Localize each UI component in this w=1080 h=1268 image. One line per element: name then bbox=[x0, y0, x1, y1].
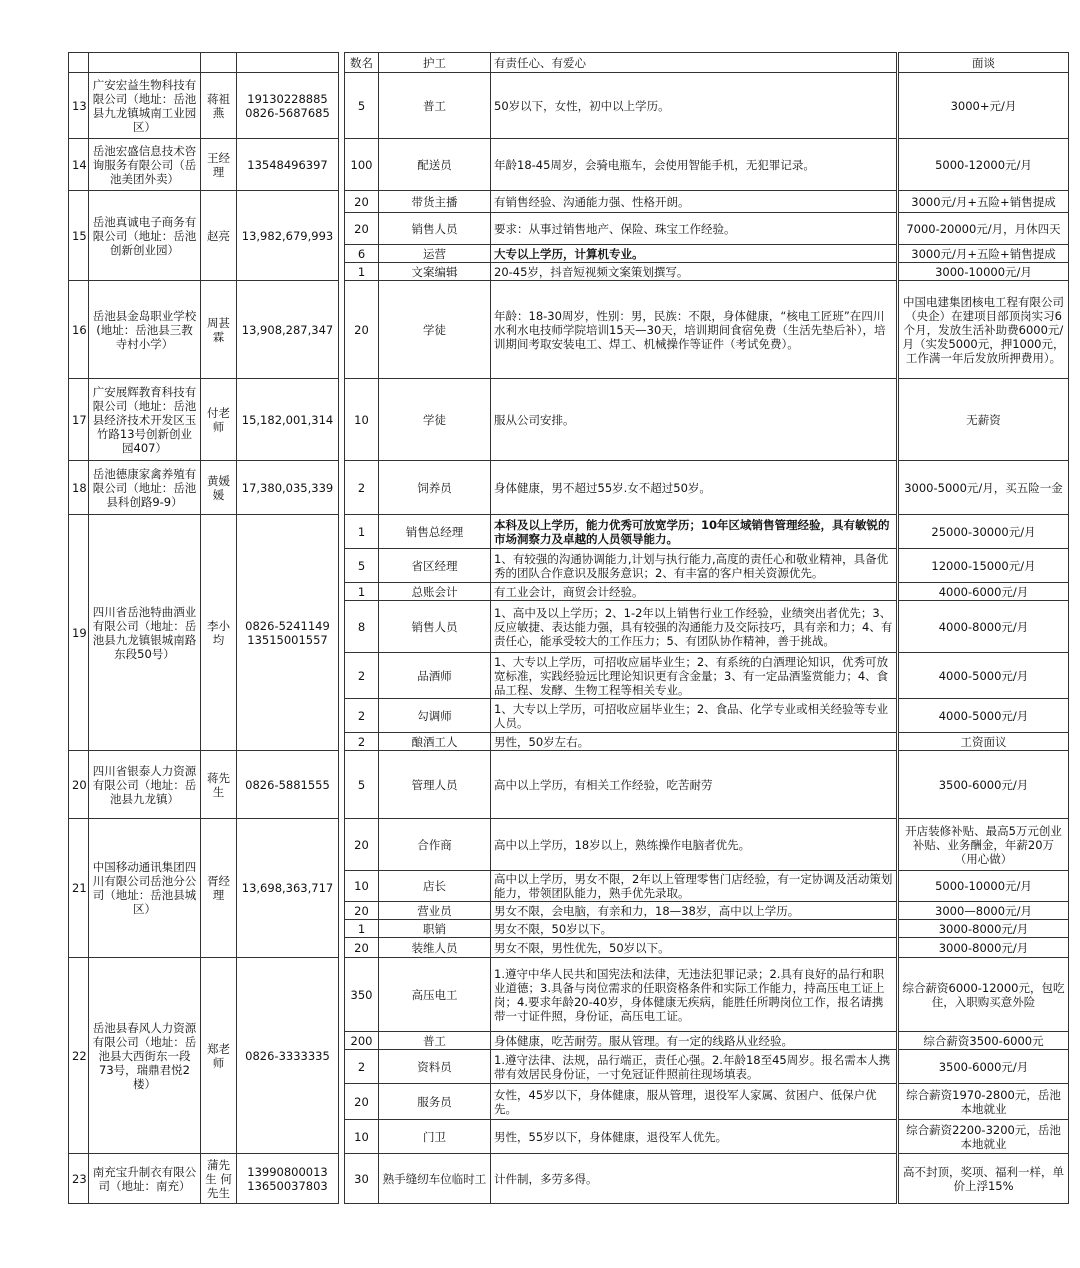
headcount: 350 bbox=[345, 958, 379, 1032]
job-salary: 4000-6000元/月 bbox=[899, 583, 1069, 601]
blank-cell bbox=[201, 53, 237, 73]
job-salary: 4000-5000元/月 bbox=[899, 653, 1069, 699]
job-position: 饲养员 bbox=[379, 461, 491, 515]
job-salary: 5000-10000元/月 bbox=[899, 871, 1069, 902]
job-salary: 5000-12000元/月 bbox=[899, 139, 1069, 191]
headcount: 2 bbox=[345, 733, 379, 751]
contact-phone: 13990800013 13650037803 bbox=[237, 1154, 339, 1204]
contact-phone: 15,182,001,314 bbox=[237, 379, 339, 461]
job-requirement: 本科及以上学历，能力优秀可放宽学历；10年区域销售管理经验，具有敏锐的市场洞察力及卓越的人员领导能力。 bbox=[491, 515, 897, 549]
contact-person: 蒋祖燕 bbox=[201, 73, 237, 139]
job-requirement: 年龄：18-30周岁，性别：男，民族：不限，身体健康，“核电工匠班”在四川水利水电技师学院培训15天—30天，培训期间食宿免费（生活先垫后补），培训期间考取安装电工、焊工、机械操作等证件（考试免费）。 bbox=[491, 281, 897, 379]
job-requirement: 有销售经验、沟通能力强、性格开朗。 bbox=[491, 191, 897, 213]
job-salary: 3000-5000元/月，买五险一金 bbox=[899, 461, 1069, 515]
blank-cell bbox=[237, 53, 339, 73]
job-requirement: 男性，55岁以下，身体健康，退役军人优先。 bbox=[491, 1120, 897, 1154]
job-position: 酿酒工人 bbox=[379, 733, 491, 751]
job-requirement: 1、大专以上学历，可招收应届毕业生；2、有系统的白酒理论知识，优秀可放宽标准，实践经验远比理论知识更有含金量；3、有一定品酒鉴赏能力；4、食品工程、发酵、生物工程等相关专业。 bbox=[491, 653, 897, 699]
job-position: 配送员 bbox=[379, 139, 491, 191]
job-position: 普工 bbox=[379, 73, 491, 139]
job-salary: 3000-8000元/月 bbox=[899, 920, 1069, 938]
company-name: 四川省银泰人力资源有限公司（地址：岳池县九龙镇） bbox=[89, 751, 201, 819]
company-name: 岳池德康家禽养殖有限公司（地址：岳池县科创路9-9） bbox=[89, 461, 201, 515]
contact-person: 付老师 bbox=[201, 379, 237, 461]
headcount: 1 bbox=[345, 583, 379, 601]
row-number: 15 bbox=[69, 191, 89, 281]
job-position: 高压电工 bbox=[379, 958, 491, 1032]
contact-person: 黄媛媛 bbox=[201, 461, 237, 515]
job-position: 管理人员 bbox=[379, 751, 491, 819]
job-salary: 3000+元/月 bbox=[899, 73, 1069, 139]
job-position: 销售总经理 bbox=[379, 515, 491, 549]
job-position: 勾调师 bbox=[379, 699, 491, 733]
job-requirement: 男女不限，会电脑，有亲和力，18—38岁，高中以上学历。 bbox=[491, 902, 897, 920]
row-number: 20 bbox=[69, 751, 89, 819]
headcount: 2 bbox=[345, 1050, 379, 1084]
company-name: 岳池县金岛职业学校(地址：岳池县三教寺村小学） bbox=[89, 281, 201, 379]
job-requirement: 计件制，多劳多得。 bbox=[491, 1154, 897, 1204]
blank-cell bbox=[69, 53, 89, 73]
headcount: 100 bbox=[345, 139, 379, 191]
job-position: 职销 bbox=[379, 920, 491, 938]
contact-phone: 0826-5881555 bbox=[237, 751, 339, 819]
headcount: 20 bbox=[345, 191, 379, 213]
table-row bbox=[69, 461, 1069, 515]
job-position: 熟手缝纫车位临时工 bbox=[379, 1154, 491, 1204]
row-number: 17 bbox=[69, 379, 89, 461]
job-position: 运营 bbox=[379, 245, 491, 263]
job-salary: 综合薪资1970-2800元，岳池本地就业 bbox=[899, 1084, 1069, 1120]
job-salary: 3000元/月+五险+销售提成 bbox=[899, 191, 1069, 213]
header-row bbox=[69, 53, 1069, 73]
job-salary: 3500-6000元/月 bbox=[899, 751, 1069, 819]
headcount: 20 bbox=[345, 938, 379, 958]
contact-person: 王经理 bbox=[201, 139, 237, 191]
job-requirement: 大专以上学历，计算机专业。 bbox=[491, 245, 897, 263]
job-position: 门卫 bbox=[379, 1120, 491, 1154]
headcount: 10 bbox=[345, 871, 379, 902]
job-position: 学徒 bbox=[379, 379, 491, 461]
job-requirement: 20-45岁，抖音短视频文案策划撰写。 bbox=[491, 263, 897, 281]
headcount: 20 bbox=[345, 902, 379, 920]
job-requirement: 有工业会计，商贸会计经验。 bbox=[491, 583, 897, 601]
contact-phone: 19130228885 0826-5687685 bbox=[237, 73, 339, 139]
headcount: 5 bbox=[345, 549, 379, 583]
headcount: 2 bbox=[345, 699, 379, 733]
headcount: 10 bbox=[345, 1120, 379, 1154]
table-row bbox=[69, 751, 1069, 819]
table-row bbox=[69, 515, 1069, 549]
job-requirement: 高中以上学历，18岁以上，熟练操作电脑者优先。 bbox=[491, 819, 897, 871]
company-name: 南充宝升制衣有限公司（地址：南充） bbox=[89, 1154, 201, 1204]
headcount: 2 bbox=[345, 653, 379, 699]
position-cell: 护工 bbox=[379, 53, 491, 73]
job-salary: 3000—8000元/月 bbox=[899, 902, 1069, 920]
table-row bbox=[69, 958, 1069, 1032]
job-salary: 开店装修补贴、最高5万元创业补贴、业务酬金，年薪20万（用心做） bbox=[899, 819, 1069, 871]
job-salary: 3000-10000元/月 bbox=[899, 263, 1069, 281]
recruitment-table bbox=[68, 52, 1069, 1204]
row-number: 14 bbox=[69, 139, 89, 191]
contact-person: 李小均 bbox=[201, 515, 237, 751]
headcount: 5 bbox=[345, 751, 379, 819]
job-position: 资料员 bbox=[379, 1050, 491, 1084]
contact-person: 蒋先生 bbox=[201, 751, 237, 819]
job-requirement: 身体健康，吃苦耐劳。服从管理。有一定的线路从业经验。 bbox=[491, 1032, 897, 1050]
job-salary: 3500-6000元/月 bbox=[899, 1050, 1069, 1084]
headcount: 6 bbox=[345, 245, 379, 263]
job-salary: 25000-30000元/月 bbox=[899, 515, 1069, 549]
contact-person: 赵亮 bbox=[201, 191, 237, 281]
job-position: 合作商 bbox=[379, 819, 491, 871]
job-requirement: 1、大专以上学历，可招收应届毕业生；2、食品、化学专业或相关经验等专业人员。 bbox=[491, 699, 897, 733]
job-salary: 无薪资 bbox=[899, 379, 1069, 461]
contact-phone: 13,698,363,717 bbox=[237, 819, 339, 958]
headcount: 20 bbox=[345, 819, 379, 871]
job-requirement: 1、有较强的沟通协调能力,计划与执行能力,高度的责任心和敬业精神，具备优秀的团队合作意识及服务意识；2、有丰富的客户相关资源优先。 bbox=[491, 549, 897, 583]
job-salary: 工资面议 bbox=[899, 733, 1069, 751]
job-position: 服务员 bbox=[379, 1084, 491, 1120]
job-requirement: 50岁以下，女性，初中以上学历。 bbox=[491, 73, 897, 139]
job-salary: 综合薪资6000-12000元，包吃住，入职购买意外险 bbox=[899, 958, 1069, 1032]
headcount: 1 bbox=[345, 263, 379, 281]
job-position: 销售人员 bbox=[379, 601, 491, 653]
table-row bbox=[69, 281, 1069, 379]
job-requirement: 1.遵守中华人民共和国宪法和法律，无违法犯罪记录；2.具有良好的品行和职业道德；3.具备与岗位需求的任职资格条件和实际工作能力，持高压电工证上岗；4.要求年龄20-40岁，身体健康无疾病，能胜任所聘岗位工作，报名请携带一寸证件照，身份证，高压电工证。 bbox=[491, 958, 897, 1032]
headcount: 200 bbox=[345, 1032, 379, 1050]
row-number: 16 bbox=[69, 281, 89, 379]
job-position: 文案编辑 bbox=[379, 263, 491, 281]
job-position: 店长 bbox=[379, 871, 491, 902]
contact-phone: 17,380,035,339 bbox=[237, 461, 339, 515]
job-salary: 综合薪资2200-3200元，岳池本地就业 bbox=[899, 1120, 1069, 1154]
job-requirement: 身体健康，男不超过55岁.女不超过50岁。 bbox=[491, 461, 897, 515]
table-row bbox=[69, 139, 1069, 191]
company-name: 中国移动通讯集团四川有限公司岳池分公司（地址：岳池县城区） bbox=[89, 819, 201, 958]
headcount: 20 bbox=[345, 213, 379, 245]
job-position: 带货主播 bbox=[379, 191, 491, 213]
table-row bbox=[69, 819, 1069, 871]
job-position: 销售人员 bbox=[379, 213, 491, 245]
job-salary: 4000-5000元/月 bbox=[899, 699, 1069, 733]
job-salary: 3000元/月+五险+销售提成 bbox=[899, 245, 1069, 263]
contact-person: 周甚霖 bbox=[201, 281, 237, 379]
job-salary: 3000-8000元/月 bbox=[899, 938, 1069, 958]
job-position: 装维人员 bbox=[379, 938, 491, 958]
contact-person: 蒲先生 何先生 bbox=[201, 1154, 237, 1204]
contact-person: 郑老师 bbox=[201, 958, 237, 1154]
contact-phone: 13,908,287,347 bbox=[237, 281, 339, 379]
row-number: 13 bbox=[69, 73, 89, 139]
job-salary: 高不封顶，奖项、福利一样，单价上浮15% bbox=[899, 1154, 1069, 1204]
job-requirement: 1.遵守法律、法规，品行端正，责任心强。2.年龄18至45周岁。报名需本人携带有效居民身份证，一寸免冠证件照前往现场填表。 bbox=[491, 1050, 897, 1084]
contact-phone: 13548496397 bbox=[237, 139, 339, 191]
headcount: 10 bbox=[345, 379, 379, 461]
job-position: 普工 bbox=[379, 1032, 491, 1050]
contact-phone: 0826-3333335 bbox=[237, 958, 339, 1154]
row-number: 19 bbox=[69, 515, 89, 751]
headcount: 2 bbox=[345, 461, 379, 515]
headcount: 1 bbox=[345, 920, 379, 938]
requirement-cell: 有责任心、有爱心 bbox=[491, 53, 897, 73]
row-number: 22 bbox=[69, 958, 89, 1154]
company-name: 广安宏益生物科技有限公司（地址：岳池县九龙镇城南工业园区） bbox=[89, 73, 201, 139]
company-name: 岳池县春风人力资源有限公司（地址：岳池县大西街东一段73号，瑞鼎君悦2楼） bbox=[89, 958, 201, 1154]
contact-person: 胥经理 bbox=[201, 819, 237, 958]
contact-phone: 0826-5241149 13515001557 bbox=[237, 515, 339, 751]
table-row bbox=[69, 379, 1069, 461]
company-name: 广安展辉教育科技有限公司（地址：岳池县经济技术开发区玉竹路13号创新创业园407） bbox=[89, 379, 201, 461]
table-row bbox=[69, 1154, 1069, 1204]
job-salary: 综合薪资3500-6000元 bbox=[899, 1032, 1069, 1050]
job-requirement: 高中以上学历，有相关工作经验，吃苦耐劳 bbox=[491, 751, 897, 819]
row-number: 18 bbox=[69, 461, 89, 515]
salary-cell: 面谈 bbox=[899, 53, 1069, 73]
count-header: 数名 bbox=[345, 53, 379, 73]
job-position: 总账会计 bbox=[379, 583, 491, 601]
company-name: 岳池宏盛信息技术咨询服务有限公司（岳池美团外卖） bbox=[89, 139, 201, 191]
headcount: 8 bbox=[345, 601, 379, 653]
job-requirement: 男性，50岁左右。 bbox=[491, 733, 897, 751]
job-salary: 12000-15000元/月 bbox=[899, 549, 1069, 583]
job-requirement: 服从公司安排。 bbox=[491, 379, 897, 461]
job-position: 营业员 bbox=[379, 902, 491, 920]
job-salary: 中国电建集团核电工程有限公司（央企）在建项目部顶岗实习6个月，发放生活补助费6000元/月（实发5000元，押1000元，工作满一年后发放所押费用）。 bbox=[899, 281, 1069, 379]
row-number: 21 bbox=[69, 819, 89, 958]
table-row bbox=[69, 191, 1069, 213]
job-requirement: 1、高中及以上学历；2、1-2年以上销售行业工作经验，业绩突出者优先；3、反应敏捷、表达能力强，具有较强的沟通能力及交际技巧，具有亲和力；4、有责任心，能承受较大的工作压力；5、有团队协作精神，善于挑战。 bbox=[491, 601, 897, 653]
headcount: 20 bbox=[345, 1084, 379, 1120]
job-position: 省区经理 bbox=[379, 549, 491, 583]
table-row bbox=[69, 73, 1069, 139]
job-position: 品酒师 bbox=[379, 653, 491, 699]
job-requirement: 女性，45岁以下，身体健康，服从管理，退役军人家属、贫困户、低保户优先。 bbox=[491, 1084, 897, 1120]
job-salary: 4000-8000元/月 bbox=[899, 601, 1069, 653]
blank-cell bbox=[89, 53, 201, 73]
job-requirement: 男女不限，男性优先，50岁以下。 bbox=[491, 938, 897, 958]
row-number: 23 bbox=[69, 1154, 89, 1204]
company-name: 四川省岳池特曲酒业有限公司（地址：岳池县九龙镇银城南路东段50号） bbox=[89, 515, 201, 751]
contact-phone: 13,982,679,993 bbox=[237, 191, 339, 281]
headcount: 5 bbox=[345, 73, 379, 139]
job-requirement: 要求：从事过销售地产、保险、珠宝工作经验。 bbox=[491, 213, 897, 245]
job-requirement: 男女不限，50岁以下。 bbox=[491, 920, 897, 938]
job-position: 学徒 bbox=[379, 281, 491, 379]
headcount: 1 bbox=[345, 515, 379, 549]
job-salary: 7000-20000元/月，月休四天 bbox=[899, 213, 1069, 245]
company-name: 岳池真诚电子商务有限公司（地址：岳池创新创业园） bbox=[89, 191, 201, 281]
job-requirement: 高中以上学历，男女不限，2年以上管理零售门店经验，有一定协调及活动策划能力，带领团队能力，熟手优先录取。 bbox=[491, 871, 897, 902]
job-requirement: 年龄18-45周岁，会骑电瓶车，会使用智能手机，无犯罪记录。 bbox=[491, 139, 897, 191]
headcount: 30 bbox=[345, 1154, 379, 1204]
headcount: 20 bbox=[345, 281, 379, 379]
